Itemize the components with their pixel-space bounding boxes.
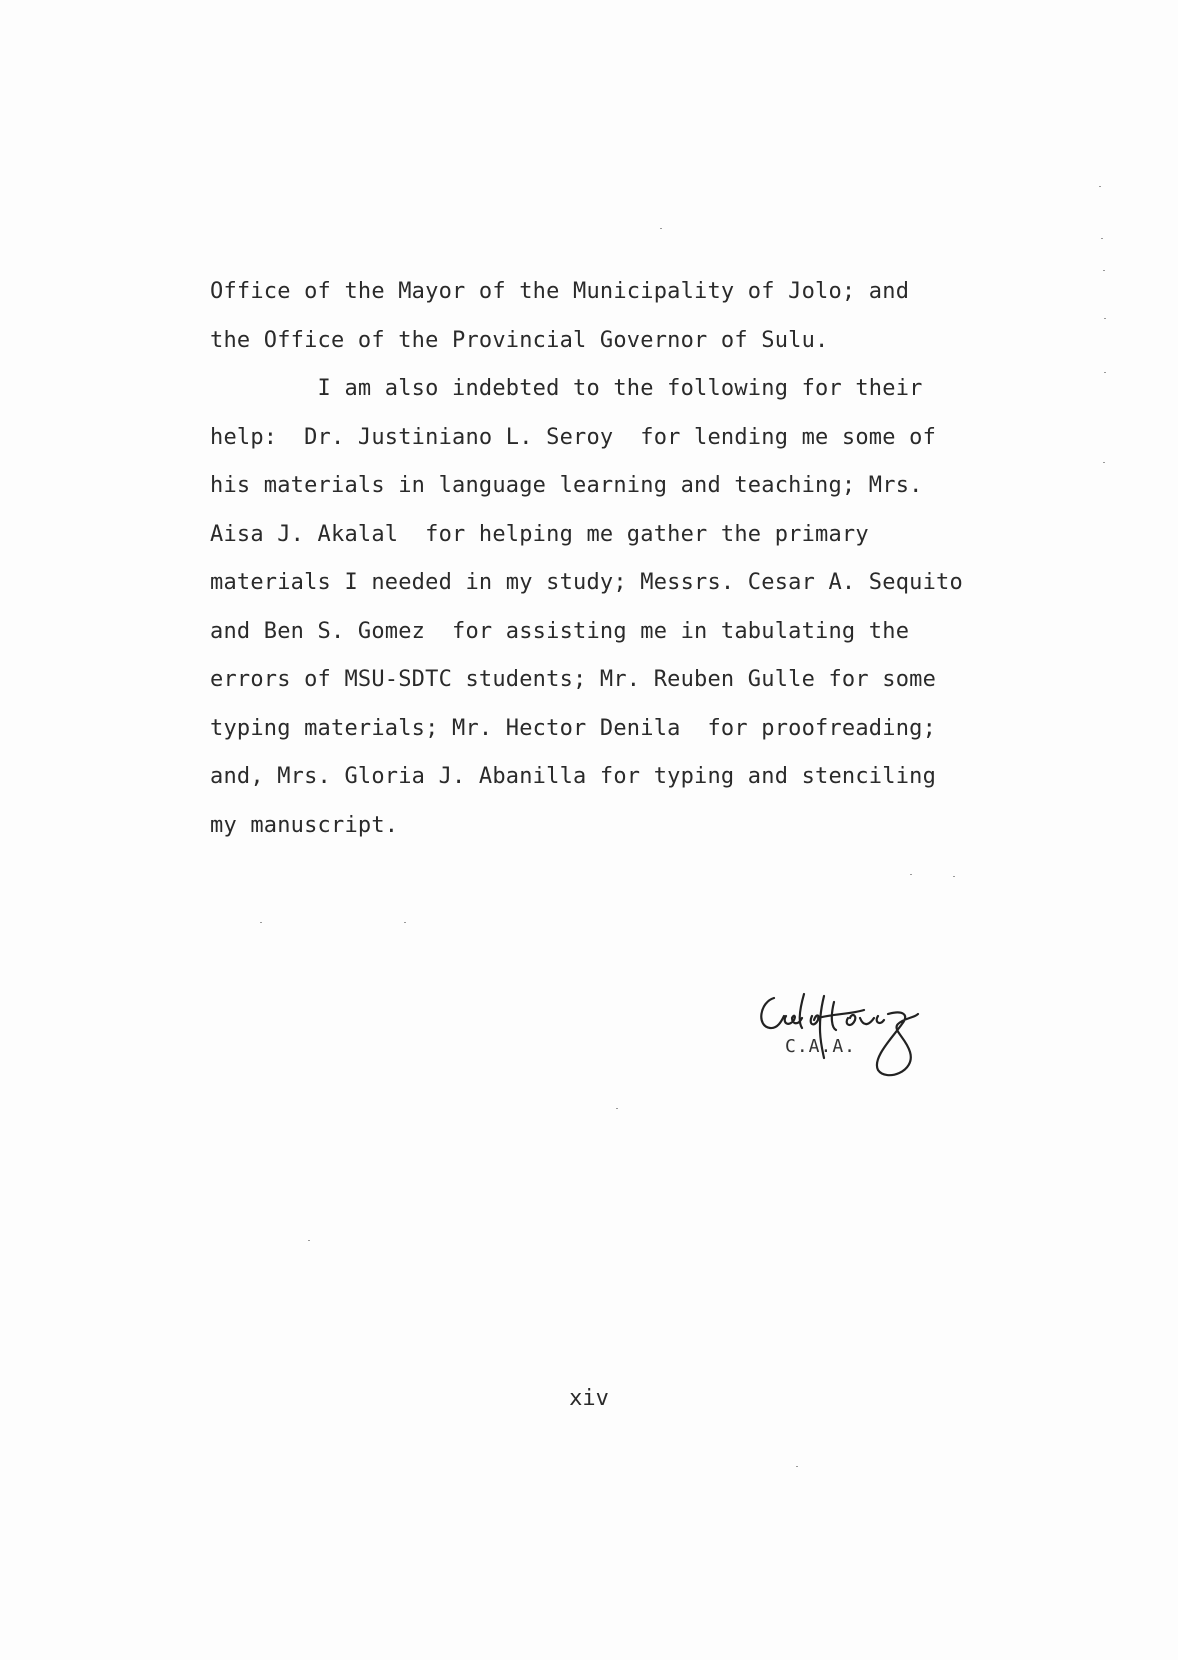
scan-speck — [660, 228, 662, 229]
scan-speck — [1104, 318, 1106, 319]
body-line: help: Dr. Justiniano L. Seroy for lending me some of — [210, 424, 937, 450]
body-line: Office of the Mayor of the Municipality of Jolo; and — [210, 279, 910, 304]
scan-speck — [1101, 238, 1103, 239]
scan-speck — [1104, 372, 1106, 373]
scan-speck — [1099, 186, 1101, 187]
signature-initials: C.A.A. — [785, 1036, 857, 1057]
scan-speck — [616, 1108, 618, 1109]
scan-speck — [1103, 270, 1105, 271]
body-line: and, Mrs. Gloria J. Abanilla for typing and stenciling — [210, 764, 937, 789]
body-line: errors of MSU-SDTC students; Mr. Reuben Gulle for some — [210, 667, 937, 692]
scan-speck — [910, 874, 912, 875]
scan-speck — [260, 922, 262, 923]
body-text — [210, 268, 1110, 850]
body-line: typing materials; Mr. Hector Denila for proofreading; — [210, 715, 937, 741]
body-line: and Ben S. Gomez for assisting me in tabulating the — [210, 618, 910, 644]
page-number: xiv — [569, 1386, 609, 1411]
signature-block — [752, 988, 982, 1088]
body-line: his materials in language learning and teaching; Mrs. — [210, 473, 923, 498]
scan-speck — [953, 876, 955, 877]
body-line: my manuscript. — [210, 812, 399, 838]
body-line: the Office of the Provincial Governor of Sulu. — [210, 327, 829, 353]
body-line: Aisa J. Akalal for helping me gather the primary — [210, 521, 869, 547]
scan-speck — [796, 1466, 798, 1467]
body-line: materials I needed in my study; Messrs. Cesar A. Sequito — [210, 570, 963, 595]
scan-speck — [308, 1240, 310, 1241]
body-line: I am also indebted to the following for their — [210, 376, 923, 401]
scan-speck — [1103, 462, 1105, 463]
scan-speck — [404, 922, 406, 923]
